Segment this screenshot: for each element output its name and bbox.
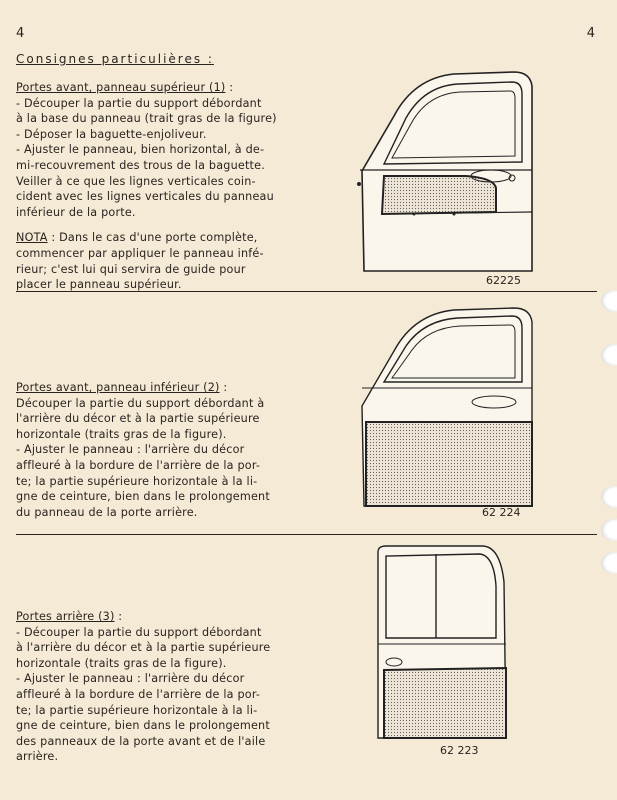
section-front-lower <box>16 380 270 520</box>
section-heading: Portes arrière (3) <box>16 610 115 623</box>
section-rear <box>16 609 270 765</box>
figure-caption: 62 224 <box>482 506 521 519</box>
text-line: commencer par appliquer le panneau infé- <box>16 246 264 260</box>
figure-caption: 62 223 <box>440 744 479 757</box>
heading-suffix: : <box>225 81 234 94</box>
heading-suffix: : <box>114 610 123 623</box>
text-line: affleuré à la bordure de l'arrière de la por- <box>16 687 261 701</box>
punch-hole <box>601 290 617 312</box>
text-line: - Ajuster le panneau : l'arrière du décor <box>16 443 245 457</box>
text-line: horizontale (traits gras de la figure). <box>16 427 227 441</box>
text-line: à l'arrière du décor et à la partie supérieure <box>16 641 271 655</box>
punch-hole <box>601 519 617 541</box>
divider <box>16 291 597 292</box>
text-line: te; la partie supérieure horizontale à la li- <box>16 703 258 717</box>
text-line: l'arrière du décor et à la partie supérieure <box>16 412 260 426</box>
text-line: gne de ceinture, bien dans le prolongement <box>16 719 270 733</box>
figure-front-door-lower <box>354 306 538 514</box>
nota-label: NOTA <box>16 231 48 245</box>
text-line: - Ajuster le panneau, bien horizontal, à de- <box>16 143 265 157</box>
text-line: - Découper la partie du support débordant <box>16 625 262 639</box>
page-title: Consignes particulières : <box>16 52 214 66</box>
punch-hole <box>601 344 617 366</box>
text-line: horizontale (traits gras de la figure). <box>16 656 227 670</box>
section-front-upper <box>16 80 277 293</box>
punch-hole <box>601 552 617 574</box>
text-line: placer le panneau supérieur. <box>16 278 182 292</box>
text-line: cident avec les lignes verticales du panneau <box>16 190 274 204</box>
text-line: des panneaux de la porte avant et de l'aile <box>16 734 266 748</box>
text-line: : Dans le cas d'une porte complète, <box>47 231 258 245</box>
section-heading: Portes avant, panneau supérieur (1) <box>16 81 226 94</box>
divider <box>16 534 597 535</box>
text-line: du panneau de la porte arrière. <box>16 505 198 519</box>
text-line: mi-recouvrement des trous de la baguette. <box>16 158 265 172</box>
text-line: te; la partie supérieure horizontale à la li- <box>16 474 258 488</box>
section-heading: Portes avant, panneau inférieur (2) <box>16 381 220 394</box>
figure-rear-door <box>372 542 512 742</box>
text-line: à la base du panneau (trait gras de la figure) <box>16 112 277 126</box>
figure-front-door-upper <box>354 66 538 274</box>
heading-suffix: : <box>219 381 228 394</box>
text-line: affleuré à la bordure de l'arrière de la por- <box>16 458 261 472</box>
text-line: - Ajuster le panneau : l'arrière du décor <box>16 672 245 686</box>
text-line: inférieur de la porte. <box>16 205 136 219</box>
text-line: rieur; c'est lui qui servira de guide pour <box>16 262 246 276</box>
text-line: arrière. <box>16 750 59 764</box>
text-line: Découper la partie du support débordant à <box>16 396 265 410</box>
text-line: - Découper la partie du support débordant <box>16 96 262 110</box>
text-line: Veiller à ce que les lignes verticales coin- <box>16 174 256 188</box>
punch-hole <box>601 486 617 508</box>
text-line: gne de ceinture, bien dans le prolongement <box>16 490 270 504</box>
page-number-right: 4 <box>586 26 595 41</box>
text-line: - Déposer la baguette-enjoliveur. <box>16 127 207 141</box>
figure-caption: 62225 <box>486 274 521 287</box>
page-number-left: 4 <box>16 26 25 41</box>
